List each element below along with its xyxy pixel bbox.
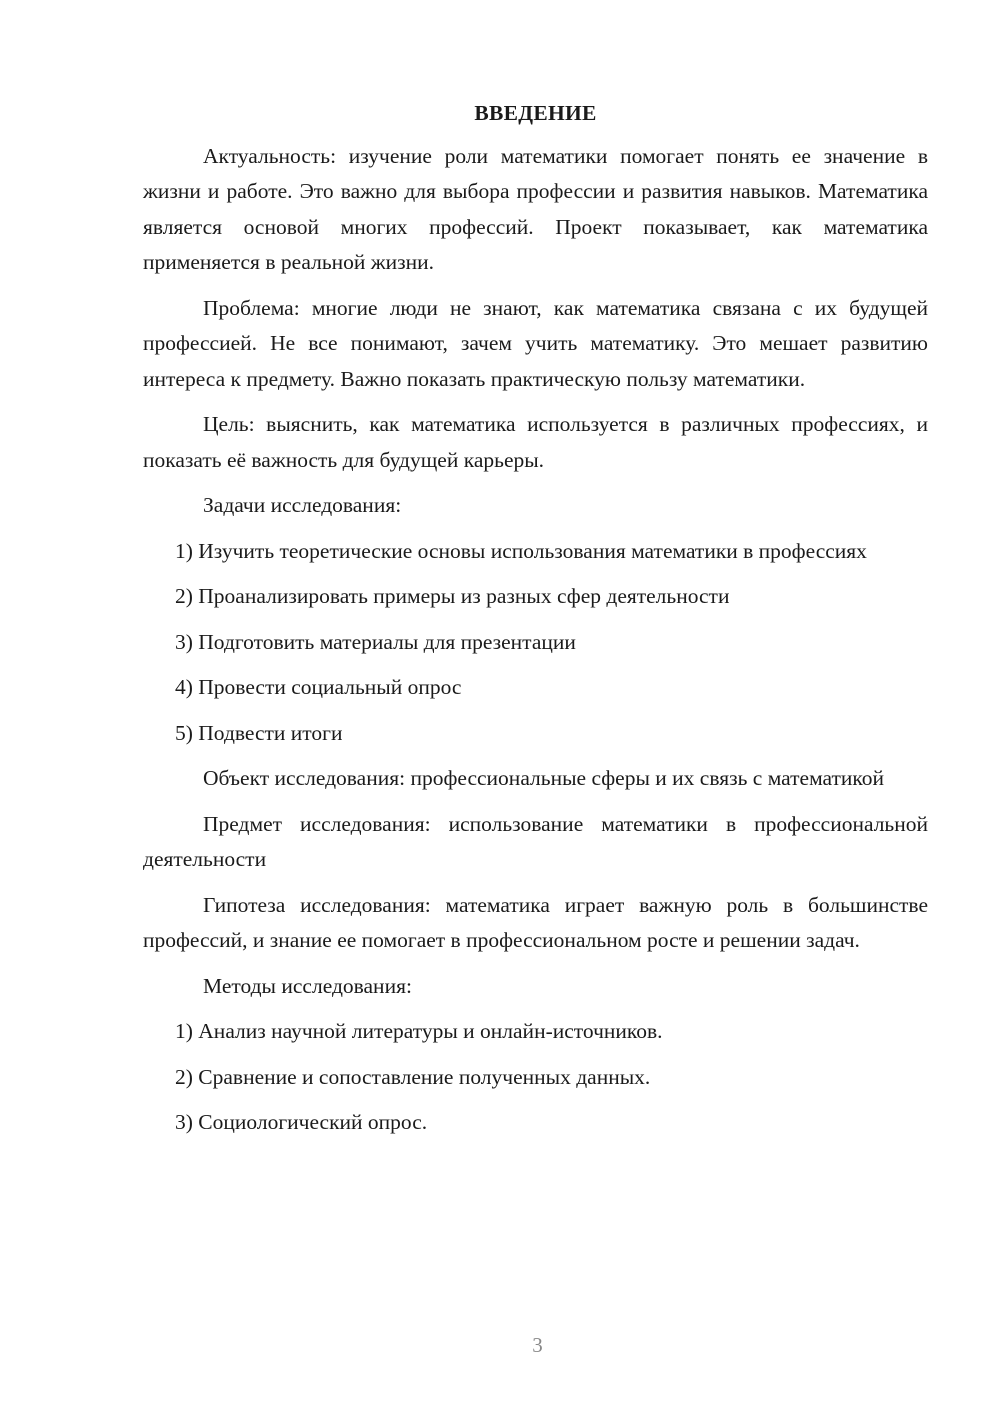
tasks-label: Задачи исследования:	[203, 493, 402, 517]
page-number: 3	[532, 1333, 543, 1357]
methods-label: Методы исследования:	[203, 973, 412, 998]
goal-paragraph: Цель: выяснить, как математика используется в различных профессиях, и показать её важность для будущей карьеры.	[143, 412, 928, 472]
relevance-paragraph: Актуальность: изучение роли математики помогает понять ее значение в жизни и работе. Это важно для выбора профессии и развития навыков. Математика является основой многих профессий. Проект показывает, как математика применяется в реальной жизни.	[143, 143, 928, 274]
document-page	[143, 96, 928, 1151]
method-item-3: 3) Социологический опрос.	[175, 1110, 428, 1134]
subject-paragraph: Предмет исследования: использование математики в профессиональной деятельности	[143, 811, 928, 871]
method-item-1: 1) Анализ научной литературы и онлайн-источников.	[175, 1019, 663, 1043]
hypothesis-paragraph: Гипотеза исследования: математика играет важную роль в большинстве профессий, и знание ее помогает в профессиональном росте и решении задач.	[143, 892, 928, 952]
problem-paragraph: Проблема: многие люди не знают, как математика связана с их будущей профессией. Не все понимают, зачем учить математику. Это мешает развитию интереса к предмету. Важно показать практическую пользу математики.	[143, 295, 928, 391]
task-item-4: 4) Провести социальный опрос	[175, 675, 462, 699]
method-item-2: 2) Сравнение и сопоставление полученных данных.	[175, 1064, 651, 1089]
task-item-3: 3) Подготовить материалы для презентации	[175, 629, 576, 654]
task-item-1: 1) Изучить теоретические основы использования математики в профессиях	[175, 538, 867, 563]
task-item-5: 5) Подвести итоги	[175, 720, 343, 745]
section-heading: ВВЕДЕНИЕ	[474, 101, 597, 125]
object-paragraph: Объект исследования: профессиональные сферы и их связь с математикой	[203, 766, 885, 790]
task-item-2: 2) Проанализировать примеры из разных сфер деятельности	[175, 584, 730, 608]
